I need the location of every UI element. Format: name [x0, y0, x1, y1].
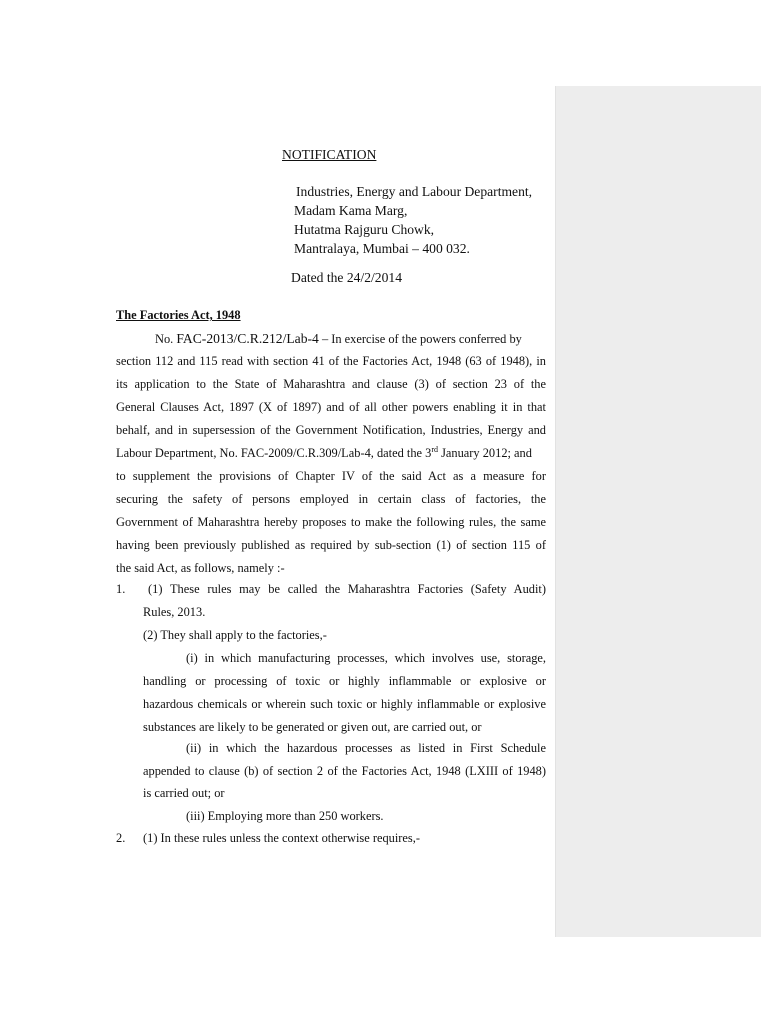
rule-1-subsection-2: (2) They shall apply to the factories,-: [143, 628, 327, 642]
preamble-line: General Clauses Act, 1897 (X of 1897) and of all other powers enabling it in that: [116, 400, 546, 414]
address-line: Industries, Energy and Labour Department,: [296, 184, 533, 199]
superscript: rd: [431, 444, 438, 454]
clause-ii-line: (ii) in which the hazardous processes as listed in First Schedule: [186, 741, 546, 755]
rule-number: 1.: [116, 582, 126, 596]
no-label: No.: [155, 332, 174, 346]
address-line: Hutatma Rajguru Chowk,: [294, 222, 435, 237]
address-line: Mantralaya, Mumbai – 400 032.: [294, 241, 470, 256]
rule-number: 2.: [116, 831, 126, 845]
preamble-line: securing the safety of persons employed in certain class of factories, the: [116, 492, 546, 506]
clause-ii-line: appended to clause (b) of section 2 of the Factories Act, 1948 (LXIII of 1948): [143, 764, 546, 778]
preamble-line: its application to the State of Maharashtra and clause (3) of section 23 of the: [116, 377, 546, 391]
clause-i-line: substances are likely to be generated or given out, are carried out, or: [143, 720, 482, 734]
act-heading: The Factories Act, 1948: [116, 308, 241, 322]
preamble-first-line: [155, 331, 522, 347]
preamble-lead: – In exercise of the powers conferred by: [321, 332, 522, 346]
preamble-line: Labour Department, No. FAC-2009/C.R.309/Lab-4, dated the 3rd January 2012; and: [116, 444, 532, 460]
rule-1-title-line: Rules, 2013.: [143, 605, 206, 619]
rule-1-title-line: (1) These rules may be called the Maharashtra Factories (Safety Audit): [148, 582, 546, 596]
preamble-line: Government of Maharashtra hereby proposes to make the following rules, the same: [116, 515, 546, 529]
preamble-line: the said Act, as follows, namely :-: [116, 561, 285, 575]
date-line: Dated the 24/2/2014: [291, 270, 402, 285]
preamble-line: having been previously published as required by sub-section (1) of section 115 of: [116, 538, 546, 552]
preamble-line: behalf, and in supersession of the Government Notification, Industries, Energy and: [116, 423, 546, 437]
clause-i-line: handling or processing of toxic or highly inflammable or explosive or: [143, 674, 546, 688]
preamble-line: section 112 and 115 read with section 41 of the Factories Act, 1948 (63 of 1948), in: [116, 354, 546, 368]
notification-number: FAC-2013/C.R.212/Lab-4: [176, 331, 319, 346]
notification-title: NOTIFICATION: [282, 147, 377, 162]
comment-margin-pane: [555, 86, 761, 937]
clause-iii-line: (iii) Employing more than 250 workers.: [186, 809, 384, 823]
clause-ii-line: is carried out; or: [143, 786, 225, 800]
rule-2-text: (1) In these rules unless the context otherwise requires,-: [143, 831, 420, 845]
preamble-line: to supplement the provisions of Chapter IV of the said Act as a measure for: [116, 469, 546, 483]
clause-i-line: hazardous chemicals or wherein such toxic or highly inflammable or explosive: [143, 697, 546, 711]
clause-i-line: (i) in which manufacturing processes, which involves use, storage,: [186, 651, 546, 665]
address-line: Madam Kama Marg,: [294, 203, 408, 218]
